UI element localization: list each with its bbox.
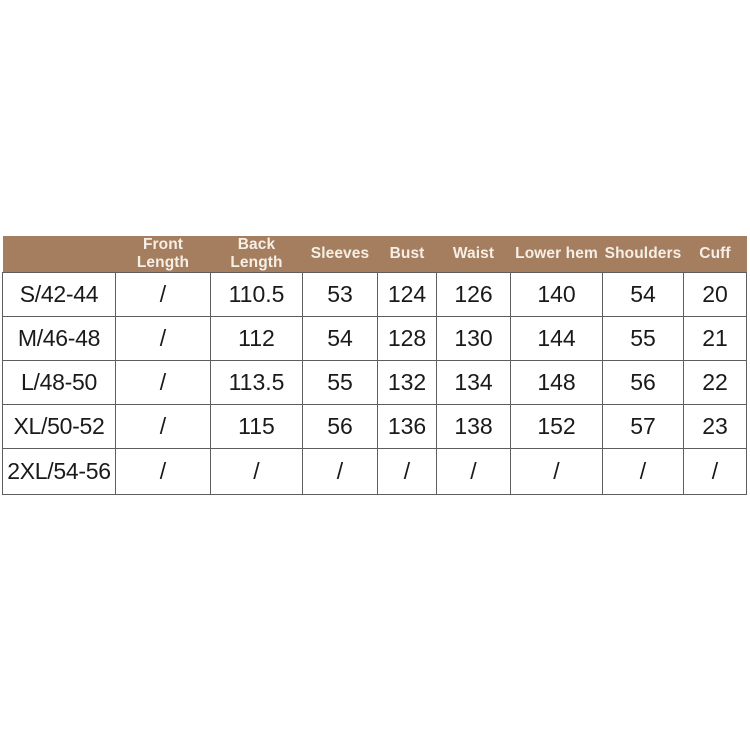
- row-label-2xl: 2XL/54-56: [3, 449, 116, 495]
- cell-l-cuff: 22: [684, 361, 747, 405]
- cell-l-bust: 132: [378, 361, 437, 405]
- cell-l-waist: 134: [437, 361, 511, 405]
- cell-m-waist: 130: [437, 317, 511, 361]
- cell-xl-front-length: /: [116, 405, 211, 449]
- header-cell-bust: Bust: [378, 236, 437, 273]
- header-row: [3, 236, 747, 273]
- cell-l-lower-hem: 148: [511, 361, 603, 405]
- header-cell-size: [3, 236, 116, 273]
- cell-2xl-shoulders: /: [603, 449, 684, 495]
- cell-2xl-back-length: /: [211, 449, 303, 495]
- header-cell-shoulders: Shoulders: [603, 236, 684, 273]
- header-cell-waist: Waist: [437, 236, 511, 273]
- cell-l-back-length: 113.5: [211, 361, 303, 405]
- cell-s-bust: 124: [378, 273, 437, 317]
- cell-xl-shoulders: 57: [603, 405, 684, 449]
- cell-s-cuff: 20: [684, 273, 747, 317]
- cell-l-shoulders: 56: [603, 361, 684, 405]
- row-label-m: M/46-48: [3, 317, 116, 361]
- cell-s-lower-hem: 140: [511, 273, 603, 317]
- cell-xl-cuff: 23: [684, 405, 747, 449]
- cell-2xl-waist: /: [437, 449, 511, 495]
- cell-2xl-sleeves: /: [303, 449, 378, 495]
- cell-xl-bust: 136: [378, 405, 437, 449]
- cell-m-cuff: 21: [684, 317, 747, 361]
- cell-l-sleeves: 55: [303, 361, 378, 405]
- cell-m-front-length: /: [116, 317, 211, 361]
- size-row-l: [3, 361, 747, 405]
- cell-m-bust: 128: [378, 317, 437, 361]
- cell-s-shoulders: 54: [603, 273, 684, 317]
- row-label-l: L/48-50: [3, 361, 116, 405]
- size-chart-container: [2, 236, 748, 495]
- cell-2xl-front-length: /: [116, 449, 211, 495]
- cell-s-sleeves: 53: [303, 273, 378, 317]
- cell-m-shoulders: 55: [603, 317, 684, 361]
- size-row-2xl: [3, 449, 747, 495]
- header-cell-cuff: Cuff: [684, 236, 747, 273]
- cell-2xl-bust: /: [378, 449, 437, 495]
- size-chart-table: [2, 236, 747, 495]
- size-row-xl: [3, 405, 747, 449]
- cell-l-front-length: /: [116, 361, 211, 405]
- row-label-xl: XL/50-52: [3, 405, 116, 449]
- size-row-s: [3, 273, 747, 317]
- header-cell-lower-hem: Lower hem: [511, 236, 603, 273]
- cell-xl-lower-hem: 152: [511, 405, 603, 449]
- size-row-m: [3, 317, 747, 361]
- header-cell-back-length: Back Length: [211, 236, 303, 273]
- header-cell-front-length: Front Length: [116, 236, 211, 273]
- cell-2xl-cuff: /: [684, 449, 747, 495]
- cell-m-lower-hem: 144: [511, 317, 603, 361]
- cell-xl-waist: 138: [437, 405, 511, 449]
- cell-2xl-lower-hem: /: [511, 449, 603, 495]
- cell-s-front-length: /: [116, 273, 211, 317]
- cell-m-sleeves: 54: [303, 317, 378, 361]
- cell-m-back-length: 112: [211, 317, 303, 361]
- cell-xl-back-length: 115: [211, 405, 303, 449]
- header-cell-sleeves: Sleeves: [303, 236, 378, 273]
- cell-s-back-length: 110.5: [211, 273, 303, 317]
- cell-xl-sleeves: 56: [303, 405, 378, 449]
- cell-s-waist: 126: [437, 273, 511, 317]
- row-label-s: S/42-44: [3, 273, 116, 317]
